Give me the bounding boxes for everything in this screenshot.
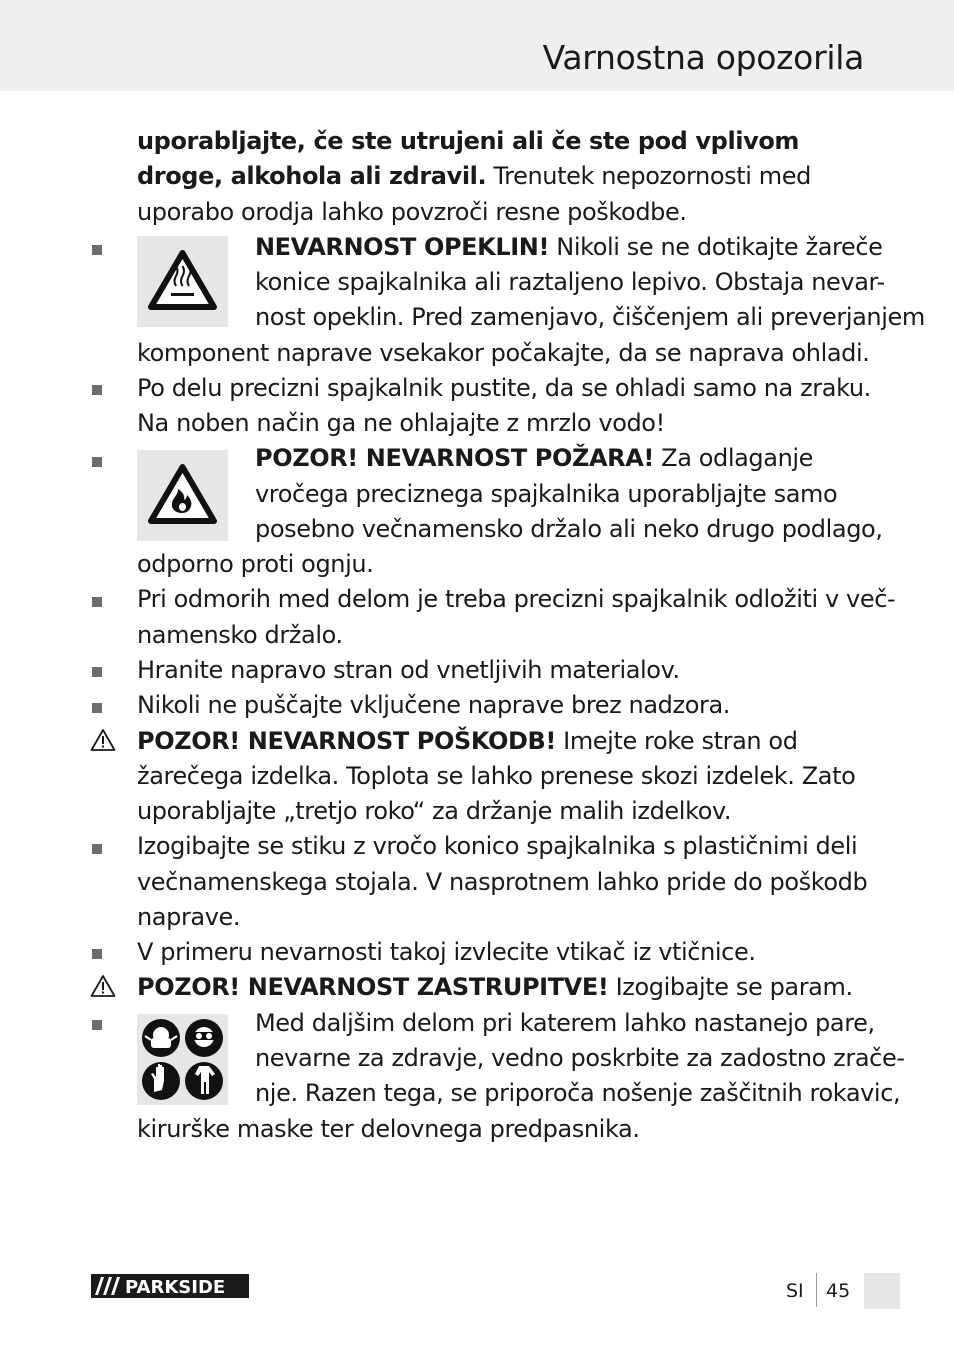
text-line: uporabljajte „tretjo roko“ za držanje malih izdelkov. (137, 797, 732, 825)
text-line: naprave. (137, 903, 241, 931)
text-line: nje. Razen tega, se priporoča nošenje zaščitnih rokavic, (255, 1079, 901, 1107)
language-code: SI (786, 1280, 804, 1302)
protective-equipment-icons (137, 1014, 228, 1105)
text-line: Nikoli ne puščajte vključene naprave brez nadzora. (137, 691, 730, 719)
text-line: Hranite napravo stran od vnetljivih materialov. (137, 656, 680, 684)
text-line: posebno večnamensko držalo ali neko drugo podlago, (255, 515, 883, 543)
text-line: Po delu precizni spajkalnik pustite, da se ohladi samo na zraku. (137, 374, 871, 402)
bullet-marker (92, 1020, 102, 1030)
hot-surface-warning-icon (137, 236, 228, 327)
text-line: uporabo orodja lahko povzroči resne poškodbe. (137, 198, 687, 226)
text-line: uporabljajte, če ste utrujeni ali če ste pod vplivom (137, 127, 800, 155)
text-line: Med daljšim delom pri katerem lahko nastanejo pare, (255, 1009, 875, 1037)
text-line: Pri odmorih med delom je treba precizni spajkalnik odložiti v več- (137, 585, 896, 613)
bullet-marker (92, 457, 102, 467)
text-line: vročega preciznega spajkalnika uporabljajte samo (255, 480, 838, 508)
text-line: POZOR! NEVARNOST POŽARA! Za odlaganje (255, 444, 814, 472)
text-line: nevarne za zdravje, vedno poskrbite za zadostno zrače- (255, 1044, 905, 1072)
text-line: nost opeklin. Pred zamenjavo, čiščenjem ali preverjanjem (255, 303, 925, 331)
bullet-marker (92, 703, 102, 713)
parkside-logo (91, 1274, 249, 1298)
bullet-marker (92, 667, 102, 677)
text-line: NEVARNOST OPEKLIN! Nikoli se ne dotikajte žareče (255, 233, 883, 261)
page-header (0, 0, 954, 91)
text-line: V primeru nevarnosti takoj izvlecite vtikač iz vtičnice. (137, 938, 756, 966)
warning-triangle-icon (90, 974, 116, 998)
page-number: 45 (826, 1280, 851, 1302)
bullet-marker (92, 949, 102, 959)
page-tab-marker (864, 1273, 900, 1309)
text-line: konice spajkalnika ali raztaljeno lepivo. Obstaja nevar- (255, 268, 885, 296)
bullet-marker (92, 245, 102, 255)
bullet-marker (92, 597, 102, 607)
warning-triangle-icon (90, 728, 116, 752)
text-line: POZOR! NEVARNOST ZASTRUPITVE! Izogibajte se param. (137, 973, 853, 1001)
text-line: odporno proti ognju. (137, 550, 374, 578)
text-line: komponent naprave vsekakor počakajte, da se naprava ohladi. (137, 339, 870, 367)
text-line: večnamenskega stojala. V nasprotnem lahko pride do poškodb (137, 868, 868, 896)
page-title: Varnostna opozorila (542, 38, 864, 77)
footer-divider (816, 1273, 817, 1307)
text-line: žarečega izdelka. Toplota se lahko prenese skozi izdelek. Zato (137, 762, 856, 790)
text-line: droge, alkohola ali zdravil. Trenutek nepozornosti med (137, 162, 811, 190)
bullet-marker (92, 844, 102, 854)
text-line: kirurške maske ter delovnega predpasnika. (137, 1115, 640, 1143)
brand-name: PARKSIDE (125, 1277, 226, 1298)
text-line: Na noben način ga ne ohlajajte z mrzlo vodo! (137, 409, 665, 437)
fire-warning-icon (137, 450, 228, 541)
bullet-marker (92, 385, 102, 395)
text-line: POZOR! NEVARNOST POŠKODB! Imejte roke stran od (137, 727, 798, 755)
text-line: Izogibajte se stiku z vročo konico spajkalnika s plastičnimi deli (137, 832, 858, 860)
text-line: namensko držalo. (137, 621, 343, 649)
